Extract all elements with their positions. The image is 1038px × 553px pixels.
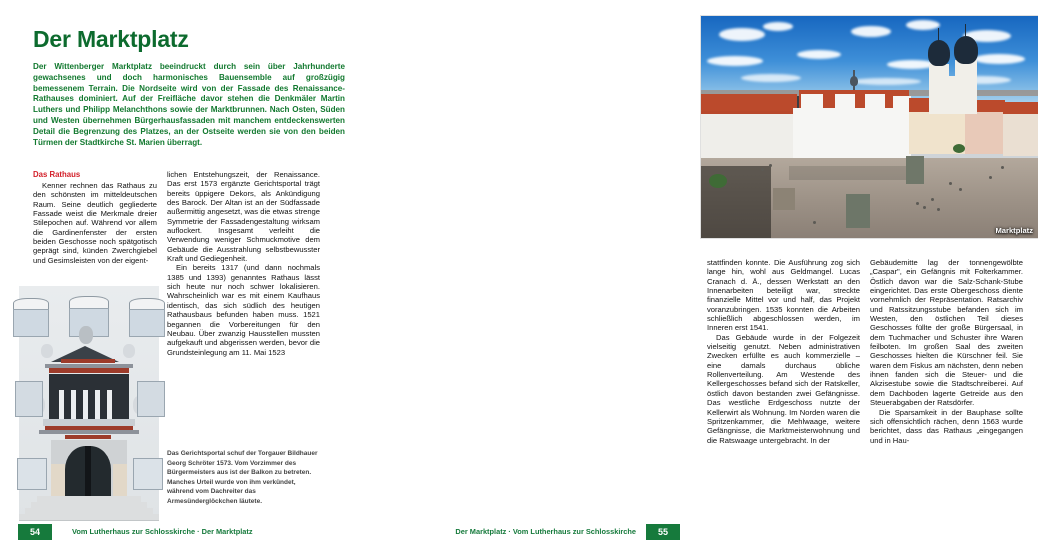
right-col2-paragraph-1: Gebäudemitte lag der tonnengewölbte „Caspar", ein Gefängnis mit Folterkammer. Östlich davon war die Salz-Schank-Stube eingerichtet. Das erste Obergeschoss diente vornehmlich der Repräsentation. Ratsarchiv und Ratssitzungsstube befanden sich im Westen, den östlichen Teil dieses Geschosses füllte der große Bürgersaal, in dem Tuchmacher und Schuster ihre Waren feilboten. Im großen Saal des zweiten Geschosses hielten die Kürschner feil. Sie waren dem Fiskus am nächsten, denn neben ihnen fanden sich die Steuer- und die Akzisestube sowie die Stadtschreiberei. Auf dem Dachboden lagerte Getreide aus den Steuerabgaben der Ratsdörfer. xyxy=(870,258,1023,408)
photo-marktplatz-artwork xyxy=(701,16,1038,238)
left-col1-paragraph-1 xyxy=(33,170,157,265)
left-col2-paragraph-2: Ein bereits 1317 (und dann nochmals 1385 und 1393) genanntes Rathaus lässt sich heute nur noch schwer lokalisieren. Wahrscheinlich war es mit einem Kaufhaus identisch, das sich südlich des heutigen Rathausbaus befunden haben muss. 1521 begannen die Vorbereitungen für den Neubau. Über zwanzig Hausstellen mussten aufgekauft und abgerissen werden, bevor die Grundsteinlegung am 11. Mai 1523 xyxy=(167,263,320,357)
left-col2-paragraph-1: lichen Entstehungszeit, der Renaissance. Das erst 1573 ergänzte Gerichtsportal trägt bereits üppigere Dekors, als Ankündigung des Barock. Der Altan ist an der Südfassade außermittig angesetzt, was die etwas strenge Symmetrie der Fassadengestaltung wirksam auflockert. Insgesamt verleiht die Verwendung weniger Schmuckmotive dem Gebäude die Ausstrahlung selbstbewusster Kraft und Gediegenheit. xyxy=(167,170,320,264)
section-subhead: Das Rathaus xyxy=(33,170,81,179)
footer-breadcrumb-right: Der Marktplatz · Vom Lutherhaus zur Schlosskirche xyxy=(455,526,636,536)
right-col1-paragraph-1: stattfinden konnte. Die Ausführung zog sich lange hin, wohl aus Geldmangel. Lucas Cranach d. Ä., dessen Werkstatt an den Innenarbeiten beteiligt war, streckte finanzielle Mittel vor und half, das Projekt voranzubringen. 1535 konnten die Arbeiten schließlich abgeschlossen werden, im Inneren erst 1541. xyxy=(707,258,860,333)
page-number-right: 55 xyxy=(646,524,680,540)
right-column-2 xyxy=(870,258,1023,445)
right-column-1 xyxy=(707,258,860,445)
photo-gerichtsportal xyxy=(18,285,160,519)
right-col1-paragraph-2: Das Gebäude wurde in der Folgezeit vielseitig genutzt. Neben administrativen Zwecken erfüllte es auch kommerzielle – eine damals durchaus übliche Rollenverteilung. Am Westende des Kellergeschosses befand sich der Ratskeller, östlich davon bestanden zwei Gefängnisse. Das westliche Erdgeschoss nutzte der Kellerwirt als Wohnung. Im Norden waren die Spritzenkammer, die Mehlwaage, weitere Gefängnisse, die Marktmeisterwohnung und die Ratswaage untergebracht. In der xyxy=(707,332,860,445)
left-col1-text: Kenner rechnen das Rathaus zu den schönsten im mitteldeutschen Raum. Seine deutlich gegliederte Fassade weist die Merkmale dreier Stilepochen auf. Während vor allem die Gardinenfenster der ersten beiden Geschosse noch spätgotisch geprägt sind, künden Zwerchgiebel und Gesimsleisten von der eigent- xyxy=(33,181,157,265)
left-column-1 xyxy=(33,170,157,265)
page-number-left: 54 xyxy=(18,524,52,540)
footer-right xyxy=(455,523,680,539)
photo-marktplatz xyxy=(701,16,1038,238)
footer-left xyxy=(18,523,253,539)
left-column-2 xyxy=(167,170,320,357)
page-left xyxy=(0,0,349,553)
footer-breadcrumb-left: Vom Lutherhaus zur Schlosskirche · Der Marktplatz xyxy=(72,526,253,536)
photo-caption-gerichtsportal: Das Gerichtsportal schuf der Torgauer Bildhauer Georg Schröter 1573. Vom Vorzimmer des Bürgermeisters aus ist der Balkon zu betreten. Manches Urteil wurde von ihm verkündet, während vom Dachreiter das Armesünderglöckchen läutete. xyxy=(167,450,318,505)
intro-paragraph: Der Wittenberger Marktplatz beeindruckt durch sein über Jahrhunderte gewachsenes und doch harmonisches Bauensemble auf großzügig bemessenem Terrain. Die Nordseite wird von der Fassade des Renaissance-Rathauses dominiert. Auf der Freifläche davor stehen die Denkmäler Martin Luthers und Philipp Melanchthons sowie der Marktbrunnen. Nach Osten, Süden und Westen übernehmen Bürgerhausfassaden mit manchem entdeckenswerten Detail die Begrenzung des Platzes, an der Ostseite werden sie von den beiden Türmen der Stadtkirche St. Marien überragt. xyxy=(33,62,345,147)
page-right xyxy=(349,0,1033,553)
photo-gerichtsportal-artwork xyxy=(19,286,159,518)
photo-caption-marktplatz: Marktplatz xyxy=(995,226,1033,235)
right-col2-paragraph-2: Die Sparsamkeit in der Bauphase sollte sich offensichtlich rächen, denn 1563 wurde berichtet, dass das Rathaus „eingegangen und in Hau- xyxy=(870,407,1023,445)
page-title: Der Marktplatz xyxy=(33,26,189,52)
